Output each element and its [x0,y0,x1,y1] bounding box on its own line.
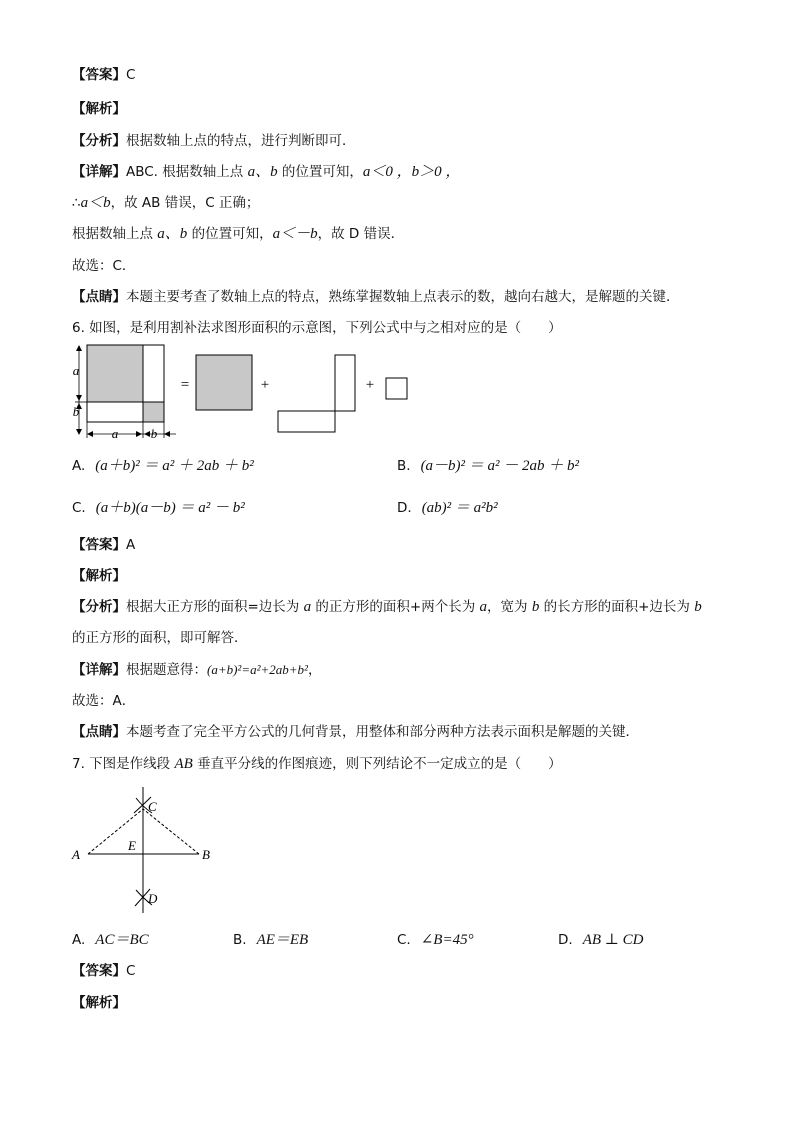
q5-answer-line [72,66,135,84]
fenxi-tag: 【分析】 [72,133,126,149]
fenxi-tag: 【分析】 [72,599,126,615]
dianjing-tag: 【点睛】 [72,724,126,740]
q6-option-d[interactable] [397,499,498,517]
q6-fenxi-line-2 [72,629,248,647]
option-formula: AB ⊥ CD [582,932,644,948]
q6-answer-line [72,536,135,554]
q7-jiexi-line [72,994,126,1012]
rectangle-ab-vertical [335,355,355,411]
q7-option-b[interactable] [233,931,308,949]
q7-option-c[interactable] [397,931,474,949]
dianjing-text: 本题主要考查了数轴上点的特点，熟练掌握数轴上点表示的数，越向右越大，是解题的关键． [126,289,680,305]
option-letter: D. [558,932,573,948]
equals-sign: = [180,377,190,393]
answer-tag: 【答案】 [72,67,126,83]
option-letter: C. [72,500,86,516]
option-formula: ∠B=45° [420,932,474,948]
option-letter: D. [397,500,412,516]
xiangjie-tag: 【详解】 [72,164,126,180]
q5-fenxi-line [72,132,356,150]
answer-value: C [126,67,136,83]
answer-value: C [126,963,136,979]
label-a-horizontal: a [111,426,119,440]
dianjing-text: 本题考查了完全平方公式的几何背景，用整体和部分两种方法表示面积是解题的关键． [126,724,639,740]
square-a2 [196,355,252,410]
math: a、b [247,164,278,180]
xiangjie-tag: 【详解】 [72,662,126,678]
math: b [531,599,540,615]
math: a、b [157,226,188,242]
dianjing-tag: 【点睛】 [72,289,126,305]
jiexi-tag: 【解析】 [72,568,126,584]
option-formula: AE＝EB [256,932,309,948]
fenxi-text: 的正方形的面积+两个长为 [311,599,480,615]
plus-sign-1: + [260,377,270,393]
math: AB [174,756,193,772]
option-formula: (a＋b)² ＝ a² ＋ 2ab ＋ b² [95,458,254,474]
q6-xiangjie-line [72,661,321,679]
xiangjie-text: 根据题意得： [126,662,207,678]
xiangjie-text: ， [307,662,322,678]
rectangle-ab-horizontal [278,411,335,432]
option-formula: AC＝BC [95,932,149,948]
q5-guxuan-line [72,257,135,275]
label-a-vertical: a [72,363,80,378]
xiangjie-text: ，故 AB 错误，C 正确； [110,195,260,211]
xiangjie-text: 的位置可知， [187,226,273,242]
therefore-symbol: ∴ [72,195,81,211]
option-letter: B. [233,932,247,948]
option-formula: (a－b)² ＝ a² － 2ab ＋ b² [420,458,580,474]
label-E: E [128,838,136,853]
fenxi-text: 的长方形的面积+边长为 [539,599,695,615]
q6-option-c[interactable] [72,499,245,517]
math: a＜0 ，b＞0 ， [362,164,461,180]
q6-stem [72,319,562,337]
q6-guxuan-line [72,692,135,710]
q7-option-a[interactable] [72,931,149,949]
question-text: 7. 下图是作线段 [72,756,175,772]
option-letter: A. [72,932,86,948]
label-b-vertical: b [72,404,80,419]
square-b2 [386,378,407,399]
math: a [479,599,488,615]
label-D: D [148,891,158,906]
guxuan-text: 故选：A． [72,693,136,709]
question-text: 6. 如图，是利用割补法求图形面积的示意图，下列公式中与之相对应的是（ ） [72,320,562,336]
q7-answer-line [72,962,135,980]
answer-value: A [126,537,136,553]
option-formula: (ab)² ＝ a²b² [421,500,498,516]
xiangjie-text: ，故 D 错误． [317,226,405,242]
q5-xiangjie-line-1 [72,163,460,181]
q7-stem [72,755,562,773]
q5-jiexi-line [72,100,126,118]
answer-tag: 【答案】 [72,963,126,979]
q6-fenxi-line-1 [72,598,702,616]
plus-sign-2: + [365,377,375,393]
math: (a+b)²=a²+2ab+b² [207,662,308,677]
q5-dianjing-line [72,288,680,306]
shaded-square-b [143,402,164,422]
q5-xiangjie-line-2 [72,194,259,212]
fenxi-text: 根据大正方形的面积=边长为 [126,599,304,615]
fenxi-text: ，宽为 [487,599,532,615]
fenxi-text: 根据数轴上点的特点，进行判断即可． [126,133,356,149]
q6-dianjing-line [72,723,639,741]
fenxi-text: 的正方形的面积，即可解答． [72,630,248,646]
math: b [694,599,702,615]
q7-option-d[interactable] [558,931,643,949]
shaded-square-a [87,345,143,402]
q6-figure [66,342,416,440]
label-C: C [148,799,157,814]
xiangjie-text: 根据数轴上点 [72,226,158,242]
guxuan-text: 故选：C． [72,258,136,274]
xiangjie-text: 的位置可知， [277,164,363,180]
option-letter: A. [72,458,86,474]
jiexi-tag: 【解析】 [72,995,126,1011]
option-letter: C. [397,932,411,948]
math: a [303,599,312,615]
q6-jiexi-line [72,567,126,585]
option-formula: (a＋b)(a－b) ＝ a² － b² [95,500,245,516]
label-b-horizontal: b [150,426,158,440]
answer-tag: 【答案】 [72,537,126,553]
label-A: A [72,847,80,862]
label-B: B [202,847,210,862]
q6-option-a[interactable] [72,457,254,475]
q7-figure [66,783,226,915]
segment-bc [143,809,199,854]
question-text: 垂直平分线的作图痕迹，则下列结论不一定成立的是（ ） [192,756,562,772]
jiexi-tag: 【解析】 [72,101,126,117]
q5-xiangjie-line-3 [72,225,404,243]
math: a＜－b [272,226,318,242]
option-letter: B. [397,458,411,474]
q6-option-b[interactable] [397,457,579,475]
xiangjie-text: ABC. 根据数轴上点 [126,164,248,180]
math: a＜b [80,195,111,211]
